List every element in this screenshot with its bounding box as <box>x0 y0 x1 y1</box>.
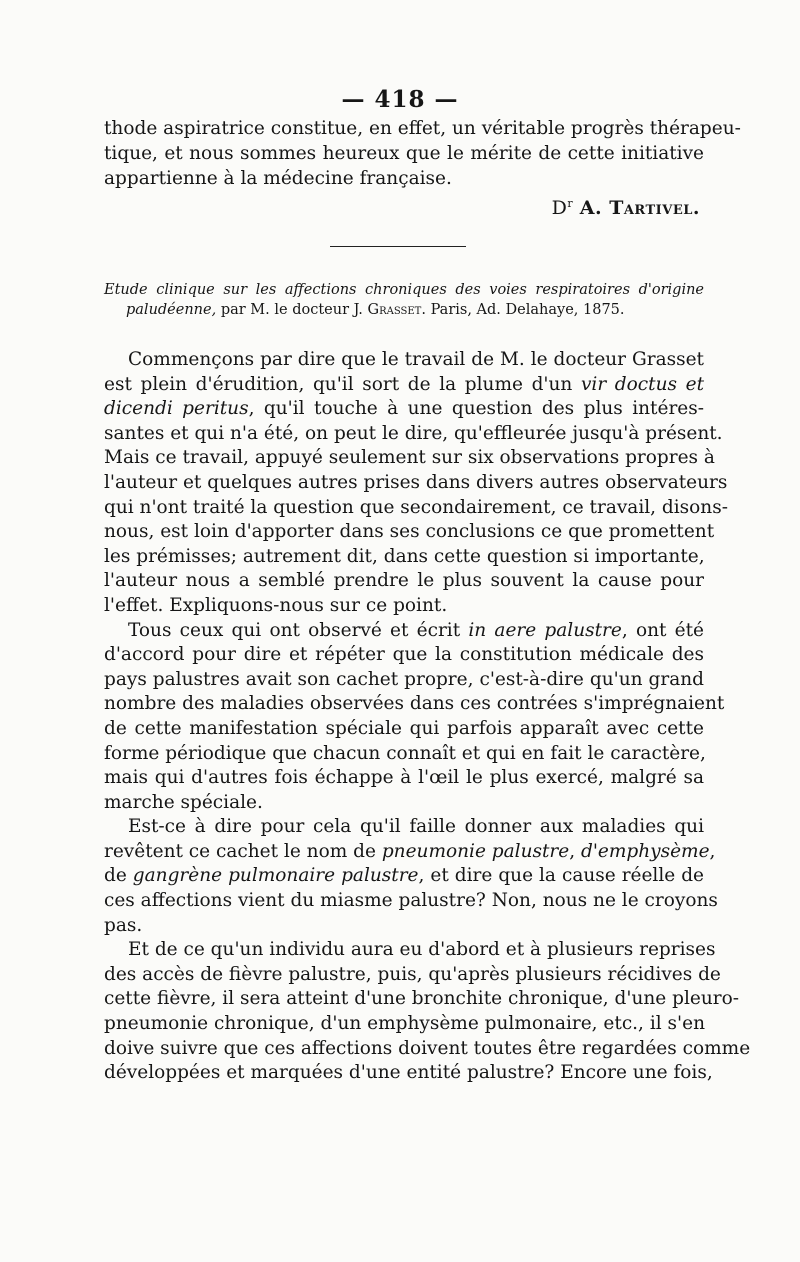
text-span: de <box>104 865 133 887</box>
text-span: , <box>709 840 716 862</box>
text-line: nombre des maladies observées dans ces contrées s'imprégnaient <box>104 693 725 715</box>
text-line: mais qui d'autres fois échappe à l'œil le plus exercé, malgré sa <box>104 767 704 789</box>
text-line <box>104 619 704 644</box>
text-span: est plein d'érudition, qu'il sort de la plume d'un <box>104 373 581 395</box>
text-line: Mais ce travail, appuyé seulement sur six observations propres à <box>104 447 715 469</box>
text-line: forme périodique que chacun connaît et qui en fait le caractère, <box>104 742 706 764</box>
text-line: thode aspiratrice constitue, en effet, un véritable progrès thérapeu- <box>104 118 741 139</box>
text-line <box>104 373 704 398</box>
text-line <box>104 864 704 889</box>
page-number: — 418 — <box>341 86 459 113</box>
text-line: tique, et nous sommes heureux que le mérite de cette initiative <box>104 143 704 164</box>
disease-term: pneumonie palustre <box>381 840 570 862</box>
text-line: qui n'ont traité la question que secondairement, ce travail, disons- <box>104 496 728 518</box>
disease-term: d'emphysème <box>580 840 710 862</box>
reference-title-text: Etude clinique sur les affections chroniques des voies respiratoires d'origine <box>104 282 704 298</box>
text-line: de cette manifestation spéciale qui parfois apparaît avec cette <box>104 717 704 739</box>
closing-paragraph <box>104 116 741 191</box>
latin-phrase: dicendi peritus <box>104 398 249 420</box>
text-line: pas. <box>104 914 143 936</box>
signature-superscript: r <box>567 197 574 210</box>
text-span: , ont été <box>621 619 704 641</box>
text-line: ces affections vient du miasme palustre? Non, nous ne le croyons <box>104 890 718 912</box>
text-line: l'auteur et quelques autres prises dans divers autres observateurs <box>104 471 728 493</box>
text-line: l'effet. Expliquons-nous sur ce point. <box>104 594 448 616</box>
text-line: Commençons par dire que le travail de M. le docteur Grasset <box>128 349 704 370</box>
reference-title <box>104 280 704 300</box>
reference-publisher: . Paris, Ad. Delahaye, 1875. <box>421 302 625 318</box>
review-body <box>104 348 751 1086</box>
text-line: développées et marquées d'une entité palustre? Encore une fois, <box>104 1062 713 1084</box>
text-span: , qu'il touche à une question des plus intéres- <box>248 398 704 420</box>
text-line: appartienne à la médecine française. <box>104 168 452 189</box>
signature-name: A. Tartivel. <box>579 197 700 219</box>
text-span: Tous ceux qui ont observé et écrit <box>128 619 469 641</box>
text-line: pneumonie chronique, d'un emphysème pulmonaire, etc., il s'en <box>104 1013 705 1035</box>
bibliographic-reference <box>104 280 704 320</box>
text-line: cette fièvre, il sera atteint d'une bronchite chronique, d'une pleuro- <box>104 988 739 1010</box>
latin-phrase: in aere palustre <box>468 619 622 641</box>
text-line: des accès de fièvre palustre, puis, qu'après plusieurs récidives de <box>104 963 721 985</box>
text-line: d'accord pour dire et répéter que la constitution médicale des <box>104 644 704 666</box>
latin-phrase: vir doctus et <box>580 373 704 395</box>
text-line: santes et qui n'a été, on peut le dire, qu'effleurée jusqu'à présent. <box>104 422 723 444</box>
text-line: marche spéciale. <box>104 791 263 813</box>
reference-title-end: paludéenne, <box>126 302 217 318</box>
reference-author: Grasset <box>367 302 422 318</box>
text-line: les prémisses; autrement dit, dans cette question si importante, <box>104 545 705 567</box>
text-span: , <box>569 840 581 862</box>
text-line <box>104 397 704 422</box>
signature-prefix: D <box>551 197 568 219</box>
text-span: revêtent ce cachet le nom de <box>104 840 382 862</box>
text-line: Et de ce qu'un individu aura eu d'abord et à plusieurs reprises <box>128 939 716 961</box>
reference-details <box>104 300 704 320</box>
text-line: doive suivre que ces affections doivent toutes être regardées comme <box>104 1037 751 1059</box>
text-line: l'auteur nous a semblé prendre le plus souvent la cause pour <box>104 570 704 592</box>
text-span: , et dire que la cause réelle de <box>418 865 705 887</box>
text-line <box>104 840 716 865</box>
text-line: Est-ce à dire pour cela qu'il faille donner aux maladies qui <box>128 816 704 838</box>
author-signature <box>552 197 700 219</box>
text-line: nous, est loin d'apporter dans ses conclusions ce que promettent <box>104 521 715 543</box>
disease-term: gangrène pulmonaire palustre <box>132 865 419 887</box>
reference-by: par M. le docteur J. <box>216 302 368 318</box>
text-line: pays palustres avait son cachet propre, c'est-à-dire qu'un grand <box>104 668 704 690</box>
section-divider <box>330 246 466 247</box>
